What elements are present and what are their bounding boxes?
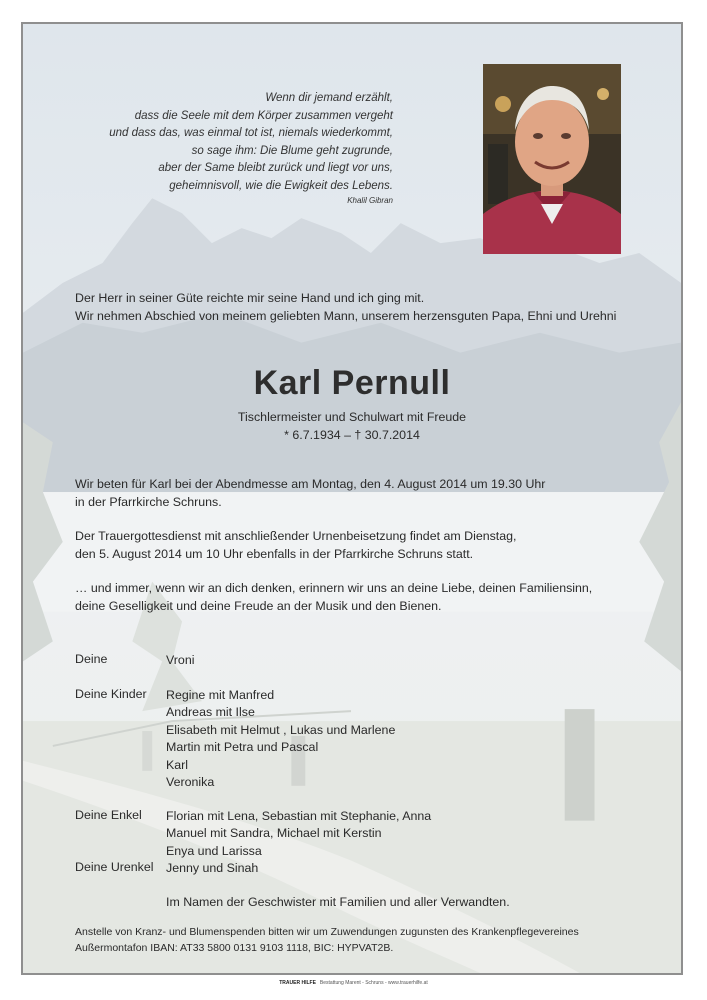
quote-line: so sage ihm: Die Blume geht zugrunde, [191,144,393,157]
children-label: Deine Kinder [75,687,147,701]
donation-note [75,924,675,956]
great-grandchildren-names: Jenny und Sinah [166,861,259,875]
life-dates: * 6.7.1934 – † 30.7.2014 [284,427,420,442]
paragraph-line: deine Geselligkeit und deine Freude an der Musik und den Bienen. [75,598,442,613]
profession: Tischlermeister und Schulwart mit Freude [237,410,467,424]
paragraph-line: … und immer, wenn wir an dich denken, erinnern wir uns an deine Liebe, deinen Familiensinn, [75,581,593,595]
closing-line: Im Namen der Geschwister mit Familien und aller Verwandten. [166,895,510,909]
quote-line: Wenn dir jemand erzählt, [265,92,393,104]
quote-line: dass die Seele mit dem Körper zusammen vergeht [134,109,393,122]
paragraph-line: Der Trauergottesdienst mit anschließender Urnenbeisetzung findet am Dienstag, [75,529,517,543]
donation-line: Anstelle von Kranz- und Blumenspenden bitten wir um Zuwendungen zugunsten des Krankenpflegevereines [75,926,579,938]
portrait-photo [483,64,621,254]
paragraph-line: den 5. August 2014 um 10 Uhr ebenfalls in der Pfarrkirche Schruns statt. [75,546,474,561]
list-item: Elisabeth mit Helmut , Lukas und Marlene [166,722,396,737]
quote-block [23,90,393,207]
wife-label: Deine [75,652,108,666]
mass-info [75,476,665,511]
remembrance-text [75,580,665,615]
quote-author: Khalil Gibran [347,196,393,205]
paragraph-line: in der Pfarrkirche Schruns. [75,494,222,509]
donation-line: Außermontafon IBAN: AT33 5800 0131 9103 1118, BIC: HYPVAT2B. [75,942,394,954]
great-grandchildren-label: Deine Urenkel [75,860,154,874]
footer-text: Bestattung Marent - Schruns - www.trauerhilfe.at [319,980,428,986]
list-item: Karl [166,757,189,772]
list-item: Regine mit Manfred [166,688,275,702]
intro-line: Wir nehmen Abschied von meinem geliebten Mann, unserem herzensguten Papa, Ehni und Urehni [75,308,617,323]
children-list [166,687,395,791]
footer [0,980,707,986]
obituary-card [21,22,683,975]
grandchildren-label: Deine Enkel [75,808,142,822]
list-item: Veronika [166,775,215,790]
list-item: Enya und Larissa [166,843,262,858]
list-item: Martin mit Petra und Pascal [166,740,319,755]
list-item: Florian mit Lena, Sebastian mit Stephanie, Anna [166,809,432,823]
wife-name: Vroni [166,653,195,667]
quote-line: aber der Same bleibt zurück und liegt vor uns, [158,162,393,174]
footer-brand: TRAUER HILFE [279,980,316,986]
content-layer [23,24,681,973]
deceased-name: Karl Pernull [253,364,451,402]
funeral-info [75,528,665,563]
intro-line: Der Herr in seiner Güte reichte mir seine Hand und ich ging mit. [75,291,425,305]
grandchildren-list [166,808,431,860]
quote-line: geheimnisvoll, wie die Ewigkeit des Lebens. [169,179,393,192]
list-item: Manuel mit Sandra, Michael mit Kerstin [166,826,382,841]
paragraph-line: Wir beten für Karl bei der Abendmesse am Montag, den 4. August 2014 um 19.30 Uhr [75,477,546,491]
quote-line: und dass das, was einmal tot ist, niemals wiederkommt, [109,127,393,139]
deceased-details [23,409,681,444]
list-item: Andreas mit Ilse [166,705,255,720]
intro-text [75,290,616,325]
